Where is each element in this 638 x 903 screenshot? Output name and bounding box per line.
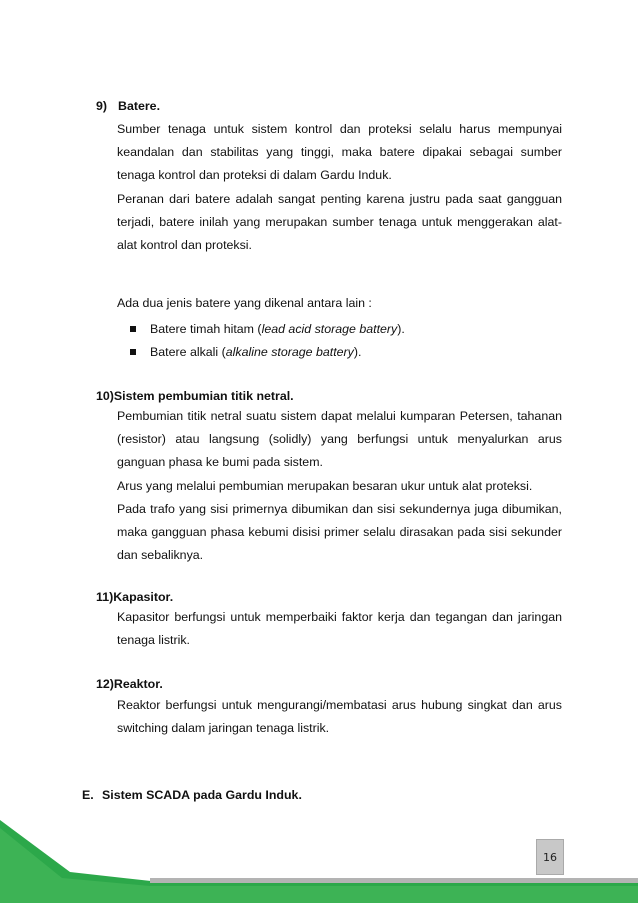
section-e-heading — [82, 788, 302, 802]
item-12-paragraph-1: Reaktor berfungsi untuk mengurangi/membatasi arus hubung singkat dan arus switching dalam jaringan tenaga listrik. — [117, 698, 562, 736]
item-10-number: 10) — [96, 389, 114, 403]
item-9-body — [117, 118, 562, 257]
item-12-heading — [96, 677, 163, 691]
item-9-paragraph-2: Peranan dari batere adalah sangat penting karena justru pada saat gangguan terjadi, batere inilah yang merupakan sumber tenaga untuk menggerakan alat-alat kontrol dan proteksi. — [117, 191, 562, 253]
item-10-title: Sistem pembumian titik netral. — [113, 389, 294, 403]
square-bullet-icon — [130, 326, 136, 332]
item-9-intro-block — [117, 292, 562, 315]
item-11-heading — [96, 590, 173, 604]
item-11-paragraph-1: Kapasitor berfungsi untuk memperbaiki faktor kerja dan tegangan dan jaringan tenaga listrik. — [117, 610, 562, 648]
item-9-number: 9) — [96, 99, 108, 113]
item-12-number: 12) — [96, 677, 114, 691]
bullet-item: Batere alkali (alkaline storage battery). — [130, 341, 405, 364]
bullet-emphasis: alkaline storage battery — [225, 345, 354, 359]
item-10-paragraph-2: Arus yang melalui pembumian merupakan besaran ukur untuk alat proteksi. — [117, 478, 533, 493]
item-9-title: Batere. — [118, 99, 161, 113]
item-10-paragraph-3: Pada trafo yang sisi primernya dibumikan dan sisi sekundernya juga dibumikan, maka gangguan phasa kebumi disisi primer selalu dirasakan pada sisi sekunder dan sebaliknya. — [117, 501, 562, 563]
section-e-title: Sistem SCADA pada Gardu Induk. — [102, 788, 302, 802]
item-9-paragraph-1: Sumber tenaga untuk sistem kontrol dan proteksi selalu harus mempunyai keandalan dan stabilitas yang tinggi, maka batere dipakai sebagai sumber tenaga kontrol dan proteksi di dalam Gardu Induk. — [117, 122, 562, 183]
bullet-item: Batere timah hitam (lead acid storage battery). — [130, 318, 405, 341]
item-9-heading — [96, 99, 160, 113]
item-10-paragraph-1: Pembumian titik netral suatu sistem dapat melalui kumparan Petersen, tahanan (resistor) atau langsung (solidly) yang berfungsi untuk menyalurkan arus ganguan phasa ke bumi pada sistem. — [117, 409, 562, 470]
item-11-title: Kapasitor. — [113, 590, 174, 604]
square-bullet-icon — [130, 349, 136, 355]
page-number: 16 — [536, 839, 564, 875]
item-10-heading — [96, 389, 294, 403]
item-11-number: 11) — [96, 590, 114, 604]
item-12-body — [117, 694, 562, 740]
item-12-title: Reaktor. — [113, 677, 163, 691]
item-11-body — [117, 606, 562, 652]
item-9-bullet-list — [130, 318, 405, 364]
item-9-intro: Ada dua jenis batere yang dikenal antara lain : — [117, 296, 372, 310]
footer-gray-line — [150, 878, 638, 883]
bullet-emphasis: lead acid storage battery — [261, 322, 398, 336]
section-e-letter: E. — [82, 788, 94, 802]
item-10-body — [117, 405, 562, 567]
